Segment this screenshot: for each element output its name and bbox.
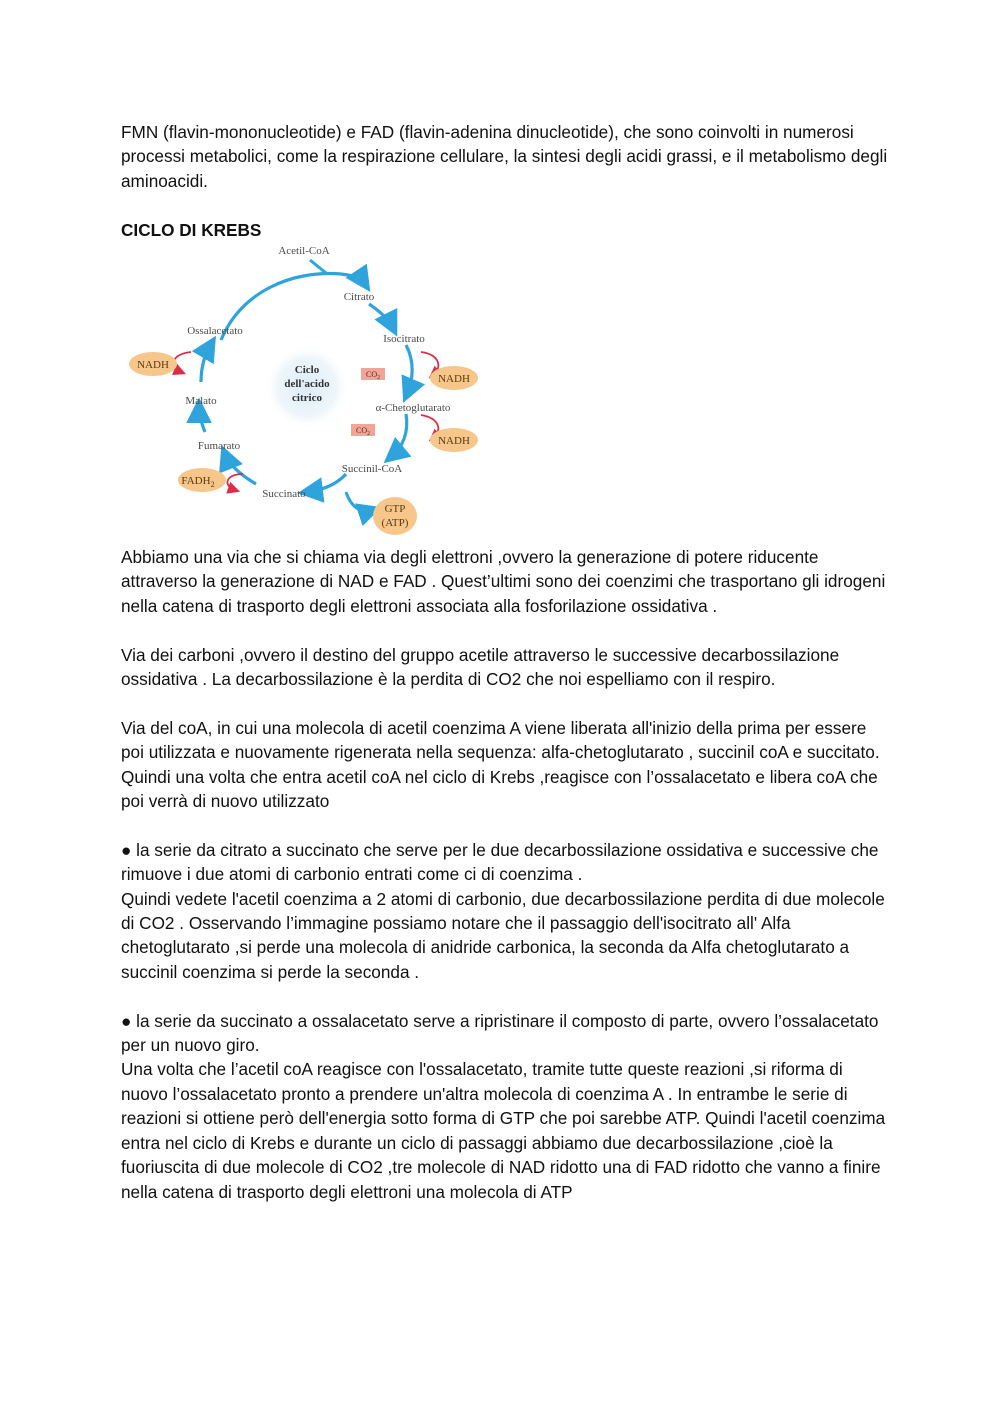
node-acetil-coa: Acetil-CoA [278, 245, 330, 258]
bullet-succinato-ossalacetato: ● la serie da succinato a ossalacetato serve a ripristinare il composto di parte, ovvero l’ossalacetato per un nuovo giro. [121, 1010, 879, 1056]
node-citrato: Citrato [343, 291, 375, 304]
arrow-to-gtp [346, 492, 373, 511]
spacer [121, 984, 891, 1008]
center-label-2: dell'acido [284, 378, 330, 391]
arrow-to-fumarato [225, 454, 256, 484]
paragraph-coa: Via del coA, in cui una molecola di acetil coenzima A viene liberata all'inizio della prima per essere poi utilizzata e nuovamente rigenerata nella sequenza: alfa-chetoglutarato , succinil coA e succitato. Quindi una volta che entra acetil coA nel ciclo di Krebs ,reagisce con l’ossalacetato e libera coA che poi verrà di nuovo utilizzato [121, 717, 880, 812]
node-succinato: Succinato [262, 488, 306, 501]
badge-nadh-1-label: NADH [438, 373, 470, 386]
node-fumarato: Fumarato [197, 440, 241, 453]
spacer [121, 618, 891, 642]
co2-label-2: $CO_2$ [356, 426, 371, 438]
arrow-to-chetoglutarato [406, 345, 412, 394]
paragraph-elettroni: Abbiamo una via che si chiama via degli elettroni ,ovvero la generazione di potere riducente attraverso la generazione di NAD e FAD . Quest’ultimi sono dei coenzimi che trasportano gli idrogeni nella catena di trasporto degli elettroni associata alla fosforilazione ossidativa . [121, 547, 886, 616]
arrow-to-succinato [307, 474, 346, 492]
spacer [121, 691, 891, 715]
node-ossalacetato: Ossalacetato [187, 325, 243, 338]
bullet-citrato-succinato: ● la serie da citrato a succinato che serve per le due decarbossilazione ossidativa e successive che rimuove i due atomi di carbonio entrati come ci di coenzima . [121, 839, 879, 885]
spacer [121, 813, 891, 837]
badge-gtp-label: GTP [384, 503, 406, 516]
badge-atp-label: (ATP) [381, 517, 409, 530]
krebs-cycle-svg [121, 242, 481, 537]
arrow-to-ossalacetato [201, 344, 211, 382]
section-heading: CICLO DI KREBS [121, 219, 262, 240]
co2-label-1: $CO_2$ [366, 370, 381, 382]
arrow-acetyl-in [310, 260, 326, 273]
paragraph-carboni: Via dei carboni ,ovvero il destino del gruppo acetile attraverso le successive decarbossilazione ossidativa . La decarbossilazione è la perdita di CO2 che noi espelliamo con il respiro. [121, 644, 840, 690]
node-chetoglutarato: α-Chetoglutarato [375, 402, 451, 415]
arrow-to-isocitrato [369, 304, 393, 328]
center-label-3: citrico [292, 392, 322, 405]
krebs-cycle-diagram [121, 242, 481, 537]
paragraph-acetil-coenzima: Quindi vedete l'acetil coenzima a 2 atomi di carbonio, due decarbossilazione perdita di due molecole di CO2 . Osservando l’immagine possiamo notare che il passaggio dell'isocitrato all' Alfa chetoglutarato ,si perde una molecola di anidride carbonica, la seconda da Alfa chetoglutarato a succinil coenzima si perde la seconda . [121, 888, 885, 982]
red-arrow-fadh2 [227, 474, 243, 490]
badge-fadh2-label: $FADH_2$ [181, 475, 215, 490]
badge-nadh-3-label: NADH [137, 359, 169, 372]
arrow-to-citrato [341, 274, 365, 284]
paragraph-conclusione: Una volta che l’acetil coA reagisce con l'ossalacetato, tramite tutte queste reazioni ,si riforma di nuovo l’ossalacetato pronto a prendere un'altra molecola di coenzima A . In entrambe le serie di reazioni si ottiene però dell'energia sotto forma di GTP che poi sarebbe ATP. Quindi l'acetil coenzima entra nel ciclo di Krebs e durante un ciclo di passaggi abbiamo due decarbossilazione ,cioè la fuoriuscita di due molecole di CO2 ,tre molecole di NAD ridotto una di FAD ridotto che vanno a finire nella catena di trasporto degli elettroni una molecola di ATP [121, 1059, 886, 1202]
spacer [121, 193, 891, 217]
node-succinil-coa: Succinil-CoA [341, 463, 403, 476]
arrow-to-malato [199, 407, 205, 432]
intro-paragraph: FMN (flavin-mononucleotide) e FAD (flavin-adenina dinucleotide), che sono coinvolti in numerosi processi metabolici, come la respirazione cellulare, la sintesi degli acidi grassi, e il metabolismo degli aminoacidi. [121, 122, 888, 191]
badge-nadh-2-label: NADH [438, 435, 470, 448]
arrow-to-succinil [391, 414, 407, 457]
node-malato: Malato [185, 395, 217, 408]
node-isocitrato: Isocitrato [383, 333, 425, 346]
document-page [121, 120, 891, 1204]
center-label-1: Ciclo [294, 364, 320, 377]
